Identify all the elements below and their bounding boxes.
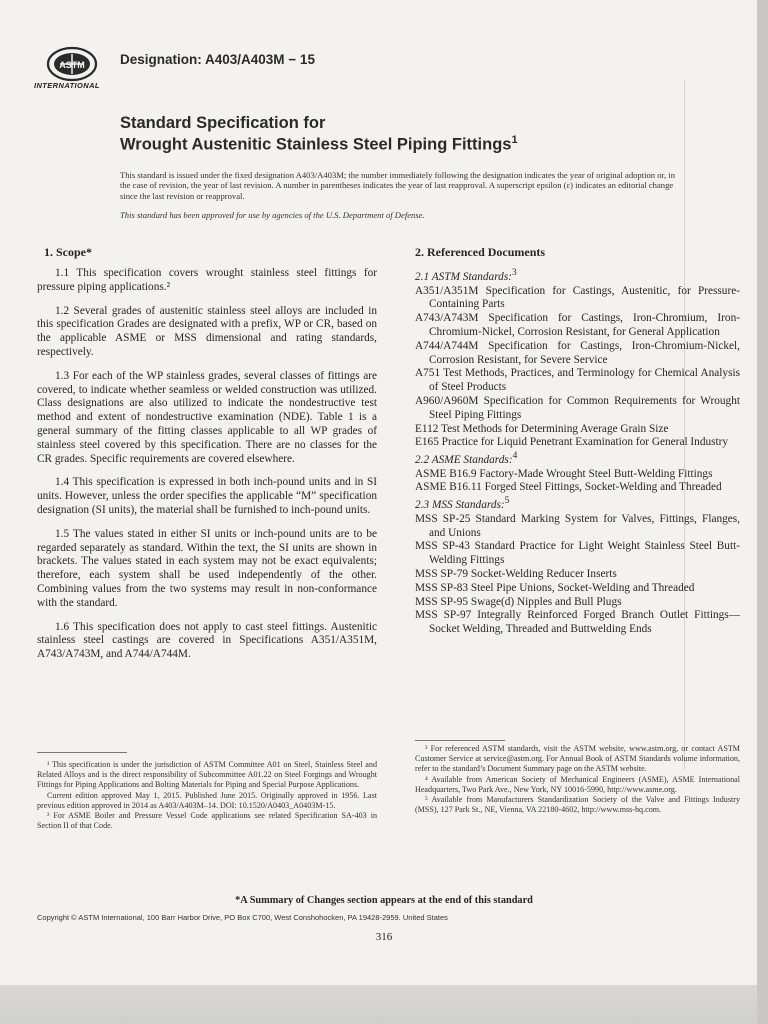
- references-heading: 2. Referenced Documents: [415, 245, 546, 259]
- ref-item: MSS SP-95 Swage(d) Nipples and Bull Plugs: [415, 595, 622, 608]
- ref-item: E165 Practice for Liquid Penetrant Examination for General Industry: [415, 436, 729, 449]
- footnote-3: ³ For referenced ASTM standards, visit the ASTM website, www.astm.org, or contact ASTM Customer Service at service@astm.org. For Annual Book of ASTM Standards volume information, refer to the standard’s Document Summary page on the ASTM website.: [415, 744, 740, 774]
- scope-para-2: 1.2 Several grades of austenitic stainless steel alloys are included in this specification Grades are designated with a prefix, WP or CR, based on the applicable ASME or MSS dimensional and rating standards, respectively.: [37, 304, 377, 358]
- astm-standards-heading: 2.1 ASTM Standards:$^3$: [415, 268, 517, 283]
- footnote-5: ⁵ Available from Manufacturers Standardization Society of the Valve and Fittings Industry (MSS), 127 Park St., NE, Vienna, VA 22180-4602, http://www.mss-hq.com.: [415, 795, 740, 815]
- scope-para-5: 1.5 The values stated in either SI units or inch-pound units are to be regarded separately as standard. Within the text, the SI units are shown in brackets. The values stated in each system may not be exact equivalents; therefore, each system shall be used independently of the other. Combining values from the two systems may result in non-conformance with the standard.: [37, 527, 377, 609]
- scan-bottom-edge: [0, 985, 768, 1024]
- ref-item: E112 Test Methods for Determining Average Grain Size: [415, 422, 669, 435]
- summary-note: *A Summary of Changes section appears at the end of this standard: [235, 895, 533, 906]
- footnotes-left: [37, 760, 377, 831]
- logo-text: ASTM: [59, 60, 85, 70]
- logo-subtitle: INTERNATIONAL: [34, 81, 100, 90]
- ref-item: A351/A351M Specification for Castings, Austenitic, for Pressure-Containing Parts: [415, 284, 740, 311]
- ref-item: MSS SP-79 Socket-Welding Reducer Inserts: [415, 568, 617, 581]
- scope-heading: 1. Scope*: [44, 245, 92, 259]
- scope-para-6: 1.6 This specification does not apply to cast steel fittings. Austenitic stainless steel castings are covered in Specifications A351/A351M, A743/A743M, and A744/A744M.: [37, 620, 377, 661]
- scope-para-1: 1.1 This specification covers wrought stainless steel fittings for pressure piping applications.²: [37, 267, 377, 293]
- ref-item: ASME B16.11 Forged Steel Fittings, Socket-Welding and Threaded: [415, 481, 722, 494]
- ref-item: MSS SP-43 Standard Practice for Light Weight Stainless Steel Butt-Welding Fittings: [415, 540, 740, 567]
- copyright: Copyright © ASTM International, 100 Barr Harbor Drive, PO Box C700, West Conshohocken, PA 19428-2959. United States: [37, 913, 448, 922]
- ref-item: A743/A743M Specification for Castings, Iron-Chromium, Iron-Chromium-Nickel, Corrosion Resistant, for General Application: [415, 312, 740, 338]
- title-line-1: Standard Specification for: [120, 114, 326, 132]
- left-column: [37, 245, 377, 672]
- page-number: 316: [375, 931, 393, 943]
- right-column: [415, 245, 740, 637]
- mss-standards-heading: 2.3 MSS Standards:$^5$: [415, 496, 510, 512]
- title-footnote-mark: 1: [511, 134, 518, 146]
- scope-para-4: 1.4 This specification is expressed in both inch-pound units and in SI units. However, unless the order specifies the applicable “M” specification designation (SI units), the material shall be furnished to inch-pound units.: [37, 476, 377, 516]
- footnote-1-edition: Current edition approved May 1, 2015. Published June 2015. Originally approved in 1956. Last previous edition approved in 2014 as A403/A403M–14. DOI: 10.1520/A0403_A0403M-15.: [37, 790, 377, 810]
- scan-right-edge: [757, 0, 768, 1024]
- ref-item: ASME B16.9 Factory-Made Wrought Steel Butt-Welding Fittings: [415, 467, 713, 480]
- ref-item: MSS SP-97 Integrally Reinforced Forged Branch Outlet Fittings—Socket Welding, Threaded and Buttwelding Ends: [415, 609, 740, 636]
- ref-item: MSS SP-25 Standard Marking System for Valves, Fittings, Flanges, and Unions: [415, 512, 740, 539]
- ref-item: A960/A960M Specification for Common Requirements for Wrought Steel Piping Fittings: [415, 394, 740, 421]
- designation: Designation: A403/A403M − 15: [120, 52, 315, 67]
- ref-item: A744/A744M Specification for Castings, Iron-Chromium-Nickel, Corrosion Resistant, for Severe Service: [415, 339, 740, 366]
- footnote-4: ⁴ Available from American Society of Mechanical Engineers (ASME), ASME International Headquarters, Two Park Ave., New York, NY 10016-5990, http://www.asme.org.: [415, 774, 740, 794]
- footnote-1: ¹ This specification is under the jurisdiction of ASTM Committee A01 on Steel, Stainless Steel and Related Alloys and is the direct responsibility of Subcommittee A01.22 on Steel Forgings and Wrought Fittings for Piping Applications and Bolting Materials for Piping and Special Purpose Applications.: [37, 760, 377, 790]
- title-line-2: Wrought Austenitic Stainless Steel Piping Fittings$^1$: [120, 134, 518, 154]
- approval-note: This standard has been approved for use by agencies of the U.S. Department of Defense.: [120, 210, 425, 220]
- ref-item: A751 Test Methods, Practices, and Terminology for Chemical Analysis of Steel Products: [415, 367, 740, 394]
- intro-note: This standard is issued under the fixed designation A403/A403M; the number immediately following the designation indicates the year of original adoption or, in the case of revision, the year of last revision. A number in parentheses indicates the year of last reapproval. A superscript epsilon (ε) indicates an editorial change since the last revision or reapproval.: [120, 170, 676, 201]
- footnote-rule-right: [415, 740, 505, 741]
- asme-standards-heading: 2.2 ASME Standards:$^4$: [415, 451, 518, 466]
- ref-item: MSS SP-83 Steel Pipe Unions, Socket-Welding and Threaded: [415, 581, 695, 594]
- footnotes-right: [415, 744, 740, 815]
- footnote-rule-left: [37, 752, 127, 753]
- footnote-2: ² For ASME Boiler and Pressure Vessel Code applications see related Specification SA-403 in Section II of that Code.: [37, 811, 377, 831]
- scope-para-3: 1.3 For each of the WP stainless grades, several classes of fittings are covered, to indicate whether seamless or welded construction was utilized. Class designations are also utilized to indicate the nondestructive test method and extent of nondestructive examination (NDE). Table 1 is a general summary of the fitting classes applicable to all WP grades of stainless steel covered by this specification. There are no classes for the CR grades. Specific requirements are covered elsewhere.: [37, 369, 377, 465]
